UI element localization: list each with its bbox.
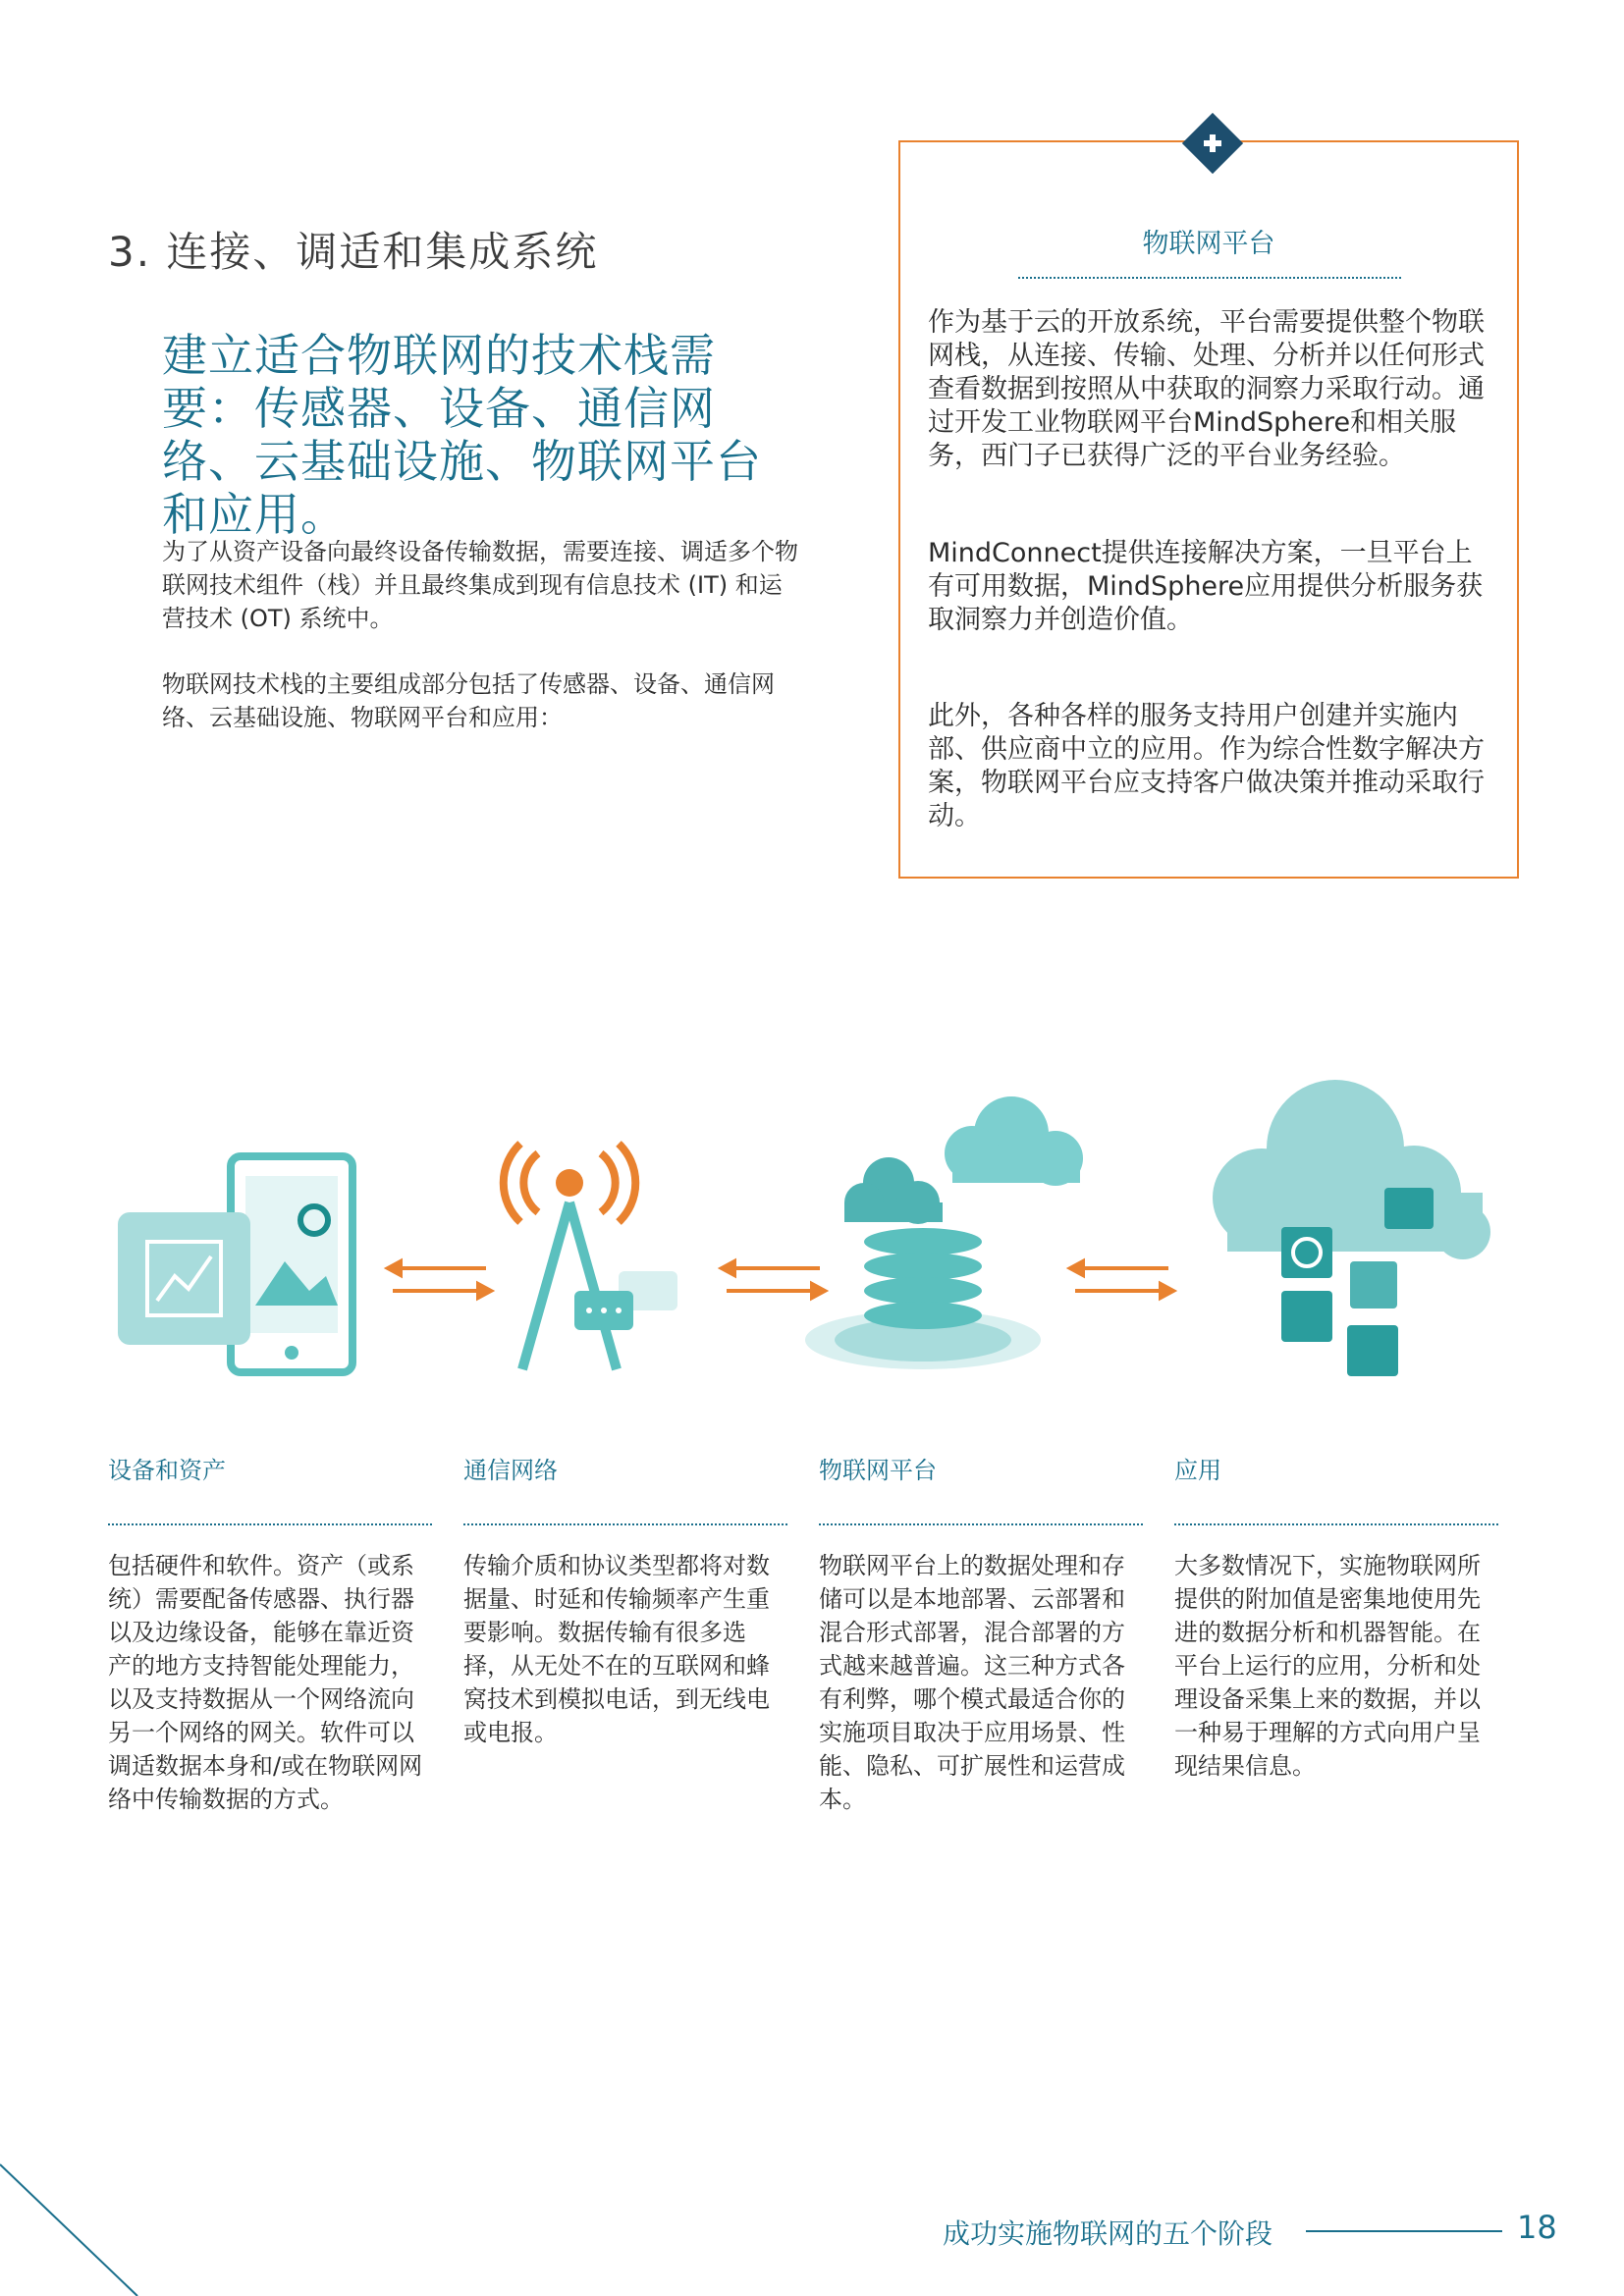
column-divider	[463, 1523, 787, 1525]
bidirectional-arrow-icon	[388, 1261, 491, 1298]
device-icon	[118, 1156, 352, 1372]
corner-decoration	[0, 2160, 196, 2296]
bidirectional-arrow-icon	[1070, 1261, 1173, 1298]
column-text-network: 传输介质和协议类型都将对数据量、时延和传输频率产生重要影响。数据传输有很多选择，从无处不在的互联网和蜂窝技术到模拟电话，到无线电或电报。	[463, 1552, 770, 1746]
info-box-paragraph-1: 作为基于云的开放系统，平台需要提供整个物联网栈，从连接、传输、处理、分析并以任何形式查看数据到按照从中获取的洞察力采取行动。通过开发工业物联网平台MindSphere和相关服务，西门子已获得广泛的平台业务经验。	[928, 307, 1485, 471]
column-divider	[819, 1523, 1143, 1525]
column-divider	[108, 1523, 432, 1525]
intro-paragraph-1: 为了从资产设备向最终设备传输数据，需要连接、调适多个物联网技术组件（栈）并且最终集成到现有信息技术 (IT) 和运营技术 (OT) 系统中。	[162, 538, 798, 632]
iot-stack-diagram	[108, 1065, 1522, 1399]
info-box-title: 物联网平台	[1142, 229, 1275, 259]
application-cloud-icon	[1213, 1080, 1490, 1376]
column-text-platform: 物联网平台上的数据处理和存储可以是本地部署、云部署和混合形式部署，混合部署的方式越来越普遍。这三种方式各有利弊，哪个模式最适合你的实施项目取决于应用场景、性能、隐私、可扩展性和运营成本。	[819, 1552, 1125, 1813]
intro-paragraph-2: 物联网技术栈的主要组成部分包括了传感器、设备、通信网络、云基础设施、物联网平台和应用：	[162, 670, 775, 731]
footer-title: 成功实施物联网的五个阶段	[943, 2217, 1273, 2250]
section-title: 3. 连接、调适和集成系统	[108, 228, 599, 276]
plus-diamond-icon	[1177, 108, 1248, 179]
info-box-paragraph-3: 此外，各种各样的服务支持用户创建并实施内部、供应商中立的应用。作为综合性数字解决方案，物联网平台应支持客户做决策并推动采取行动。	[928, 701, 1485, 831]
antenna-icon	[504, 1144, 677, 1369]
column-heading-devices: 设备和资产	[108, 1457, 226, 1484]
footer-divider	[1306, 2230, 1502, 2232]
column-text-devices: 包括硬件和软件。资产（或系统）需要配备传感器、执行器以及边缘设备，能够在靠近资产的地方支持智能处理能力，以及支持数据从一个网络流向另一个网络的网关。软件可以调适数据本身和/或在物联网网络中传输数据的方式。	[108, 1552, 423, 1813]
database-cloud-icon	[805, 1096, 1083, 1369]
column-heading-applications: 应用	[1174, 1457, 1221, 1484]
info-box-divider	[1018, 277, 1401, 279]
bidirectional-arrow-icon	[722, 1261, 825, 1298]
column-heading-network: 通信网络	[463, 1457, 558, 1484]
headline: 建立适合物联网的技术栈需要：传感器、设备、通信网络、云基础设施、物联网平台和应用。	[162, 329, 762, 541]
column-divider	[1174, 1523, 1498, 1525]
column-heading-platform: 物联网平台	[819, 1457, 937, 1484]
column-text-applications: 大多数情况下，实施物联网所提供的附加值是密集地使用先进的数据分析和机器智能。在平台上运行的应用，分析和处理设备采集上来的数据，并以一种易于理解的方式向用户呈现结果信息。	[1174, 1552, 1481, 1780]
page-number: 18	[1517, 2209, 1557, 2246]
info-box-paragraph-2: MindConnect提供连接解决方案，一旦平台上有可用数据，MindSphere应用提供分析服务获取洞察力并创造价值。	[928, 538, 1484, 635]
